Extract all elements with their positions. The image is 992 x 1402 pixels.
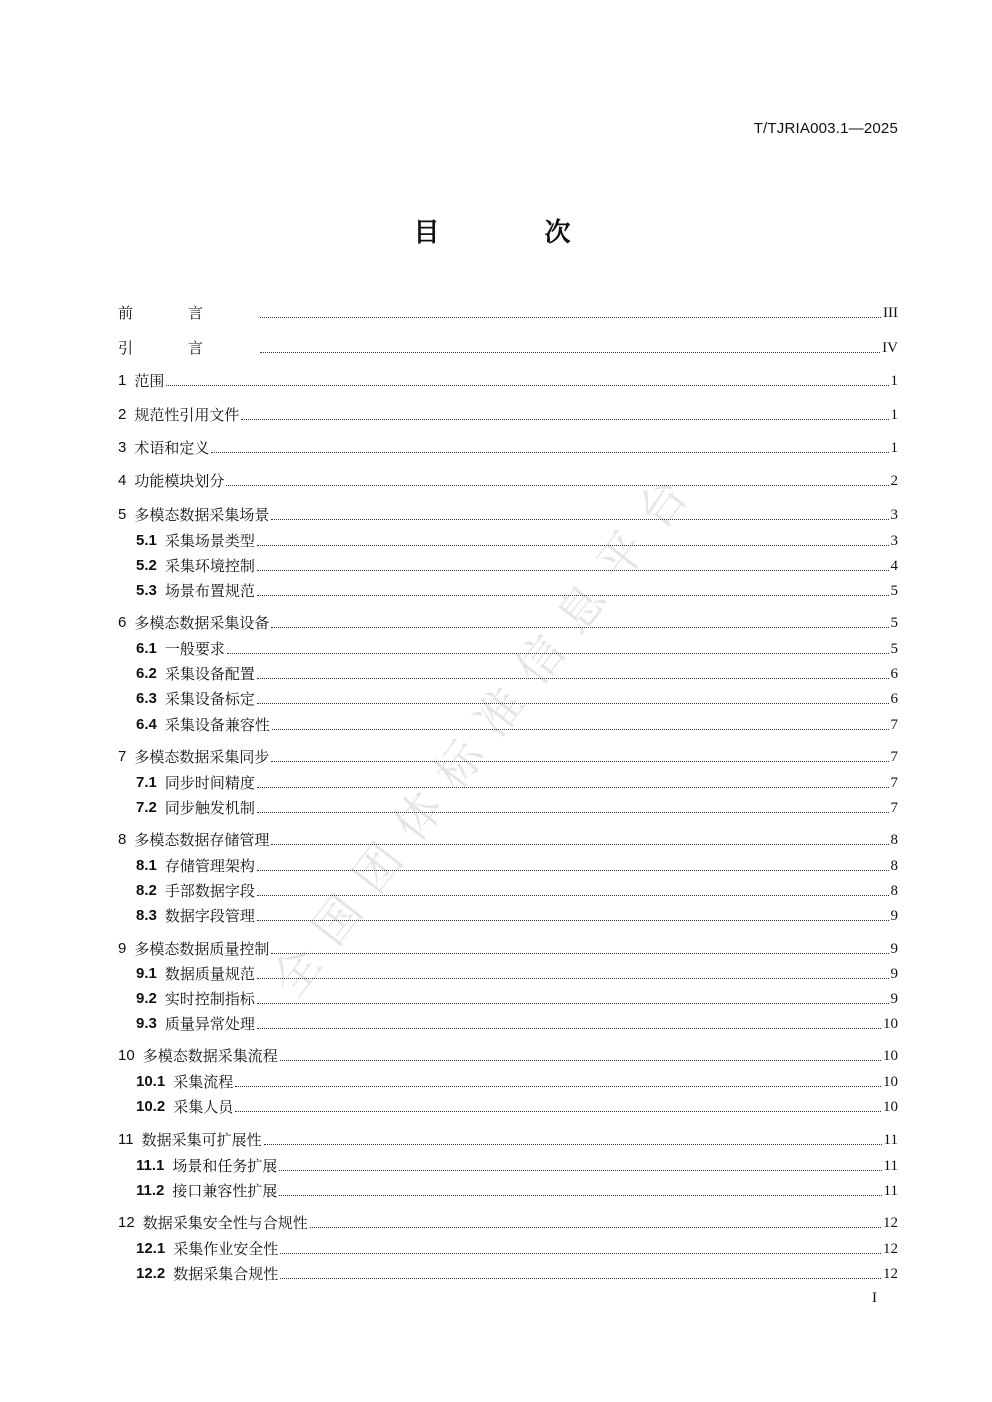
toc-entry-label: 手部数据字段 xyxy=(164,882,255,900)
dot-leader xyxy=(211,451,888,453)
toc-entry[interactable] xyxy=(136,530,898,552)
toc-entry[interactable] xyxy=(118,1212,898,1234)
toc-entry-number: 2 xyxy=(118,406,127,423)
toc-entry-label: 多模态数据采集设备 xyxy=(134,614,270,632)
dot-leader xyxy=(310,1226,881,1228)
dot-leader xyxy=(280,1252,881,1254)
toc-entry-page: IV xyxy=(882,340,898,356)
toc-entry-label: 同步时间精度 xyxy=(164,774,255,792)
toc-entry-number: 5.2 xyxy=(136,557,157,574)
toc-entry-page: 4 xyxy=(890,558,898,574)
toc-entry-label: 引言 xyxy=(118,339,259,357)
toc-entry[interactable] xyxy=(118,504,898,526)
toc-entry[interactable] xyxy=(118,938,898,960)
toc-entry-page: 10 xyxy=(883,1099,898,1115)
toc-entry-label: 数据采集可扩展性 xyxy=(141,1131,262,1149)
dot-leader xyxy=(264,1143,882,1145)
toc-entry-number: 6.4 xyxy=(136,716,157,733)
toc-entry-page: 3 xyxy=(890,507,898,523)
toc-entry-page: 1 xyxy=(890,440,898,456)
toc-entry-number: 10 xyxy=(118,1047,135,1064)
dot-leader xyxy=(280,1277,881,1279)
toc-entry-page: 9 xyxy=(890,966,898,982)
toc-entry-label: 采集环境控制 xyxy=(164,557,255,575)
toc-entry[interactable] xyxy=(136,1238,898,1260)
toc-entry-number: 11.1 xyxy=(136,1157,165,1174)
toc-entry-number: 9.3 xyxy=(136,1015,157,1032)
toc-entry-page: 7 xyxy=(890,775,898,791)
toc-entry-number: 8.1 xyxy=(136,857,157,874)
toc-entry-number: 8.2 xyxy=(136,882,157,899)
toc-entry-number: 10.1 xyxy=(136,1073,166,1090)
toc-entry-label: 多模态数据采集流程 xyxy=(142,1047,278,1065)
toc-entry-page: 6 xyxy=(890,666,898,682)
toc-entry-number: 5.3 xyxy=(136,582,157,599)
dot-leader xyxy=(272,728,889,730)
toc-entry-number: 9.1 xyxy=(136,965,157,982)
toc-entry-page: 5 xyxy=(890,641,898,657)
toc-entry-number: 12.1 xyxy=(136,1240,166,1257)
toc-entry-page: 6 xyxy=(890,691,898,707)
toc-entry[interactable] xyxy=(136,1155,898,1177)
toc-entry[interactable] xyxy=(118,746,898,768)
toc-entry-label: 采集场景类型 xyxy=(164,532,255,550)
dot-leader xyxy=(257,919,889,921)
toc-entry[interactable] xyxy=(136,663,898,685)
toc-entry[interactable] xyxy=(118,337,898,359)
toc-entry-label: 术语和定义 xyxy=(134,439,210,457)
toc-entry[interactable] xyxy=(118,302,898,324)
dot-leader xyxy=(257,1027,881,1029)
dot-leader xyxy=(227,652,889,654)
toc-entry-number: 1 xyxy=(118,372,127,389)
toc-entry-page: 11 xyxy=(883,1183,898,1199)
dot-leader xyxy=(257,894,889,896)
toc-entry-page: 12 xyxy=(883,1215,898,1231)
toc-entry-number: 5 xyxy=(118,506,127,523)
dot-leader xyxy=(257,1002,889,1004)
toc-entry-label: 前言 xyxy=(118,304,259,322)
toc-entry-page: 8 xyxy=(890,832,898,848)
dot-leader xyxy=(241,418,888,420)
toc-entry-page: 1 xyxy=(890,373,898,389)
toc-entry-label: 多模态数据存储管理 xyxy=(134,831,270,849)
toc-entry-number: 7.2 xyxy=(136,799,157,816)
toc-entry-label: 采集作业安全性 xyxy=(173,1240,279,1258)
toc-entry[interactable] xyxy=(136,714,898,736)
toc-entry-page: 1 xyxy=(890,407,898,423)
toc-entry-page: 7 xyxy=(890,800,898,816)
toc-entry-page: 10 xyxy=(883,1048,898,1064)
toc-entry-number: 6.2 xyxy=(136,665,157,682)
toc-entry[interactable] xyxy=(136,1180,898,1202)
toc-entry-label: 多模态数据质量控制 xyxy=(134,940,270,958)
toc-entry-label: 范围 xyxy=(134,372,165,390)
toc-entry-number: 10.2 xyxy=(136,1098,166,1115)
toc-entry-number: 8 xyxy=(118,831,127,848)
dot-leader xyxy=(235,1085,881,1087)
dot-leader xyxy=(257,786,889,788)
toc-entry[interactable] xyxy=(136,772,898,794)
toc-entry-page: 11 xyxy=(883,1132,898,1148)
toc-entry-number: 4 xyxy=(118,472,127,489)
dot-leader xyxy=(280,1059,881,1061)
toc-entry[interactable] xyxy=(118,1045,898,1067)
toc-entry[interactable] xyxy=(118,437,898,459)
toc-entry[interactable] xyxy=(136,580,898,602)
dot-leader xyxy=(257,569,889,571)
dot-leader xyxy=(260,351,880,353)
dot-leader xyxy=(257,594,889,596)
toc-entry-number: 12.2 xyxy=(136,1265,166,1282)
dot-leader xyxy=(257,702,889,704)
toc-entry-label: 采集设备兼容性 xyxy=(164,716,270,734)
dot-leader xyxy=(271,626,888,628)
toc-entry-label: 数据采集合规性 xyxy=(173,1265,279,1283)
toc-entry-page: 9 xyxy=(890,908,898,924)
toc-entry-number: 7 xyxy=(118,748,127,765)
toc-entry[interactable] xyxy=(118,612,898,634)
toc-entry-label: 采集人员 xyxy=(173,1098,234,1116)
toc-entry-page: 2 xyxy=(890,473,898,489)
toc-entry[interactable] xyxy=(118,404,898,426)
toc-entry-page: 3 xyxy=(890,533,898,549)
toc-entry-page: 12 xyxy=(883,1241,898,1257)
dot-leader xyxy=(226,484,888,486)
toc-entry-page: 12 xyxy=(883,1266,898,1282)
toc-entry[interactable] xyxy=(118,370,898,392)
dot-leader xyxy=(257,977,889,979)
watermark-text: 全国团体标准信息平台 xyxy=(261,453,711,1007)
toc-entry-page: 7 xyxy=(890,749,898,765)
toc-entry-number: 7.1 xyxy=(136,774,157,791)
toc-entry[interactable] xyxy=(136,963,898,985)
toc-entry[interactable] xyxy=(136,855,898,877)
toc-entry-page: 8 xyxy=(890,883,898,899)
toc-entry-number: 6 xyxy=(118,614,127,631)
toc-entry-label: 数据质量规范 xyxy=(164,965,255,983)
toc-entry-number: 6.1 xyxy=(136,640,157,657)
toc-entry-page: 7 xyxy=(890,717,898,733)
toc-entry-label: 规范性引用文件 xyxy=(134,406,240,424)
toc-entry-label: 数据字段管理 xyxy=(164,907,255,925)
dot-leader xyxy=(166,384,888,386)
toc-entry-label: 场景布置规范 xyxy=(164,582,255,600)
toc-entry[interactable] xyxy=(136,688,898,710)
dot-leader xyxy=(279,1194,881,1196)
toc-entry-page: 10 xyxy=(883,1016,898,1032)
toc-entry-label: 实时控制指标 xyxy=(164,990,255,1008)
dot-leader xyxy=(257,811,889,813)
toc-entry-label: 同步触发机制 xyxy=(164,799,255,817)
toc-entry-label: 多模态数据采集同步 xyxy=(134,748,270,766)
toc-entry-label: 一般要求 xyxy=(164,640,225,658)
dot-leader xyxy=(257,677,889,679)
toc-entry[interactable] xyxy=(136,1013,898,1035)
toc-entry-label: 质量异常处理 xyxy=(164,1015,255,1033)
toc-entry[interactable] xyxy=(136,555,898,577)
toc-entry-number: 8.3 xyxy=(136,907,157,924)
toc-entry[interactable] xyxy=(136,1071,898,1093)
toc-entry-page: 9 xyxy=(890,941,898,957)
document-code: T/TJRIA003.1—2025 xyxy=(753,120,898,137)
toc-entry[interactable] xyxy=(118,470,898,492)
toc-entry[interactable] xyxy=(136,988,898,1010)
toc-entry-label: 数据采集安全性与合规性 xyxy=(142,1214,308,1232)
toc-entry[interactable] xyxy=(136,880,898,902)
toc-entry[interactable] xyxy=(118,829,898,851)
dot-leader xyxy=(257,544,889,546)
toc-entry-label: 存储管理架构 xyxy=(164,857,255,875)
dot-leader xyxy=(271,952,888,954)
toc-entry-number: 12 xyxy=(118,1214,135,1231)
toc-entry-label: 接口兼容性扩展 xyxy=(172,1182,278,1200)
toc-entry-page: 9 xyxy=(890,991,898,1007)
toc-entry-number: 3 xyxy=(118,439,127,456)
dot-leader xyxy=(260,316,881,318)
page-title: 目 次 xyxy=(413,218,619,248)
toc-entry-label: 多模态数据采集场景 xyxy=(134,506,270,524)
toc-entry-page: 5 xyxy=(890,615,898,631)
toc-entry-number: 11.2 xyxy=(136,1182,165,1199)
dot-leader xyxy=(235,1110,881,1112)
toc-entry-number: 9.2 xyxy=(136,990,157,1007)
toc-entry-label: 采集设备标定 xyxy=(164,690,255,708)
toc-entry-page: 11 xyxy=(883,1158,898,1174)
toc-entry[interactable] xyxy=(118,1129,898,1151)
toc-entry-page: 5 xyxy=(890,583,898,599)
dot-leader xyxy=(257,869,889,871)
toc-entry-label: 采集流程 xyxy=(173,1073,234,1091)
toc-entry-number: 6.3 xyxy=(136,690,157,707)
toc-entry-number: 9 xyxy=(118,940,127,957)
toc-entry-number: 5.1 xyxy=(136,532,157,549)
dot-leader xyxy=(271,518,888,520)
toc-entry-number: 11 xyxy=(118,1131,134,1148)
toc-entry[interactable] xyxy=(136,638,898,660)
toc-entry[interactable] xyxy=(136,797,898,819)
toc-entry[interactable] xyxy=(136,905,898,927)
toc-entry[interactable] xyxy=(136,1263,898,1285)
toc-entry[interactable] xyxy=(136,1096,898,1118)
dot-leader xyxy=(271,760,888,762)
page-number: I xyxy=(872,1290,877,1306)
toc-entry-page: III xyxy=(883,305,898,321)
toc-entry-label: 采集设备配置 xyxy=(164,665,255,683)
toc-entry-page: 8 xyxy=(890,858,898,874)
toc-entry-page: 10 xyxy=(883,1074,898,1090)
dot-leader xyxy=(279,1169,881,1171)
toc-entry-label: 场景和任务扩展 xyxy=(172,1157,278,1175)
toc-entry-label: 功能模块划分 xyxy=(134,472,225,490)
dot-leader xyxy=(271,843,888,845)
